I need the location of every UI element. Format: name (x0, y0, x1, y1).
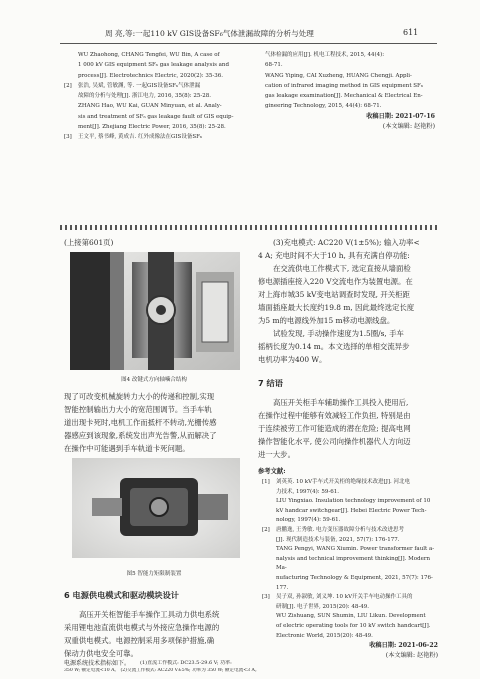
running-header (0, 28, 480, 42)
top-ref-2: [2] 张浩, 吴斌, 管敏渊, 等. 一起GIS设备SF₆气体泄漏 故障的分析与处理[J]. 浙江电力, 2016, 35(8): 25-28. ZHANG Hao, WU Kai, GUAN Minyuan, et al. Analy- sis and treatment of SF₆ gas leakage fault of GIS equip- ment[J]. Zhejiang Electric Power, 2016, 35(8): 25-28. (64, 82, 234, 131)
section-6-heading: 6 电源供电模式和驱动模块设计 (64, 590, 179, 600)
section-6-paragraph: 高压开关柜智能手车操作工具动力供电系统 采用锂电池直流供电模式与外接应急操作电源的 双重供电模式。电源控制采用多项保护措施,确 保动力供电安全可靠。 (64, 610, 220, 658)
figure-4-caption: 图4 改键式方向轴噛合结构 (121, 377, 187, 383)
section-7-heading: 7 结语 (258, 378, 283, 388)
reference-list (262, 478, 438, 662)
header-title: 周 亮,等:一起110 kV GIS设备SF₆气体泄漏故障的分析与处理 (105, 29, 314, 38)
references-heading: 参考文献: (258, 468, 286, 475)
reference-3: [3] 吴子双, 孙淑敏, 刘义坤. 10 kV开关手车电动操作工具的 研制[J]. 电子世界, 2015(20): 48-49. WU Zishuang, SUN Shumin, LIU Likun. Development of electric operating tools for 10 kV switch handcart[J]. Electronic World, 2015(20): 48-49. (262, 594, 431, 639)
left-paragraph-1: 现了可改变机械旋转力大小的传递和控制,实现 智能控制输出力大小的宽范围调节。当手车轨 道出现卡死时,电机工作而抵杆不转动,光栅传感 器感应到该现象,系统发出声光告警,从而解决了 在操作中可能遇到手车轨道卡死问题。 (64, 392, 217, 453)
figure-4-photo (70, 252, 240, 370)
continued-label: (上接第601页) (64, 238, 114, 247)
figure-5-photo (72, 458, 240, 558)
reference-1: [1] 刘英英. 10 kV手车式开关柜的绝缘技术改进[J]. 河北电 力技术, 1997(4): 59-61. LIU Yingxiao. Insulation technology improvement of 10 kV handcar switchgear[J]. Hebei Electric Power Tech- nology, 1997(4): 59-61. (262, 479, 431, 524)
article-separator (60, 225, 437, 230)
top-references (64, 50, 244, 143)
power-specs: 电源系统技术指标如下。 (64, 660, 131, 667)
bottom-editor-note: (本文编辑: 赵艳粉) (385, 652, 438, 660)
editor-note: (本文编辑: 赵艳粉) (382, 123, 435, 131)
top-ref-1: WU Zhaohong, CHANG Tengfei, WU Bin, A case of 1 000 kV GIS equipment SF₆ gas leakage analysis and process[J]. Electrotechnics Electric, 2020(2): 35-36. (78, 52, 229, 79)
right-paragraph-1: (3)充电模式: AC220 V(1±5%); 输入功率< 4 A; 充电时间不大于10 h, 具有充满自停功能: 在交流供电工作模式下, 选定直接从墙面检 修电源插座接入220 V交流电作为装置电源。在 对上海市城35 kV变电站调查时发现, 开关柜距 墙面插座最大长度约19.8 m, 因此最终选定长度 为5 m的电源线外加15 m移动电源线盘。 试验发现, 手动操作速度为1.5圈/s, 手车 摇柄长度为0.14 m。本文选择的单相交流异步 电机功率为400 W。 (258, 238, 420, 364)
top-right-reference: 气体检漏的应用[J]. 机电工程技术, 2015, 44(4): 68-71. WANG Yiping, CAI Xuzheng, HUANG Chengji. Appli- cation of infrared imaging method in GIS equipment SF₆ gas leakage examination[J]. Mechanical & Electrical En- gineering Technology, 2015, 44(4): 68-71. 收稿日期: 2021-07-16 (本文编辑: 赵艳粉) (265, 50, 435, 132)
power-specs-more: 350 W; 额定电流<10 A。 (2)交流工作模式: AC220 V±5%; 功率为 350 W; 额定电流<3 A。 (64, 668, 260, 673)
power-specs-detail: (1)直流工作模式: DC23.5-29.6 V; 功率: (140, 660, 232, 666)
received-date: 收稿日期: 2021-07-16 (366, 112, 435, 120)
conclusion-paragraph: 高压开关柜手车辅助操作工具投入使用后, 在操作过程中能够有效减轻工作负担, 特别是由 于连续被劳工作可能造成的潜在危险; 提高电网 操作智能化水平, 使公司向操作机器代人方向迈 进一大步。 (258, 398, 411, 459)
top-ref-3: [3] 王文平, 蔡书峰, 黄成吉. 红外成像法在GIS设备SF₆ (64, 134, 203, 141)
header-rule (60, 43, 437, 44)
page-number: 611 (403, 28, 419, 37)
bottom-received-date: 收稿日期: 2021-06-22 (369, 642, 438, 650)
reference-2: [2] 唐鹏逸, 王秀敏. 电力变压器故障分析与技术改进思考 [J]. 现代制造技术与装备, 2021, 57(7): 176-177. TANG Pengyi, WANG Xiumin. Power transformer fault a- nalysis and technical improvement thinking[J]. Modern Ma- nufacturing Technology & Equipment, 2021, 57(7): 176-177. (262, 526, 435, 591)
figure-5-caption: 图5 智能力矩限制装置 (126, 571, 182, 577)
